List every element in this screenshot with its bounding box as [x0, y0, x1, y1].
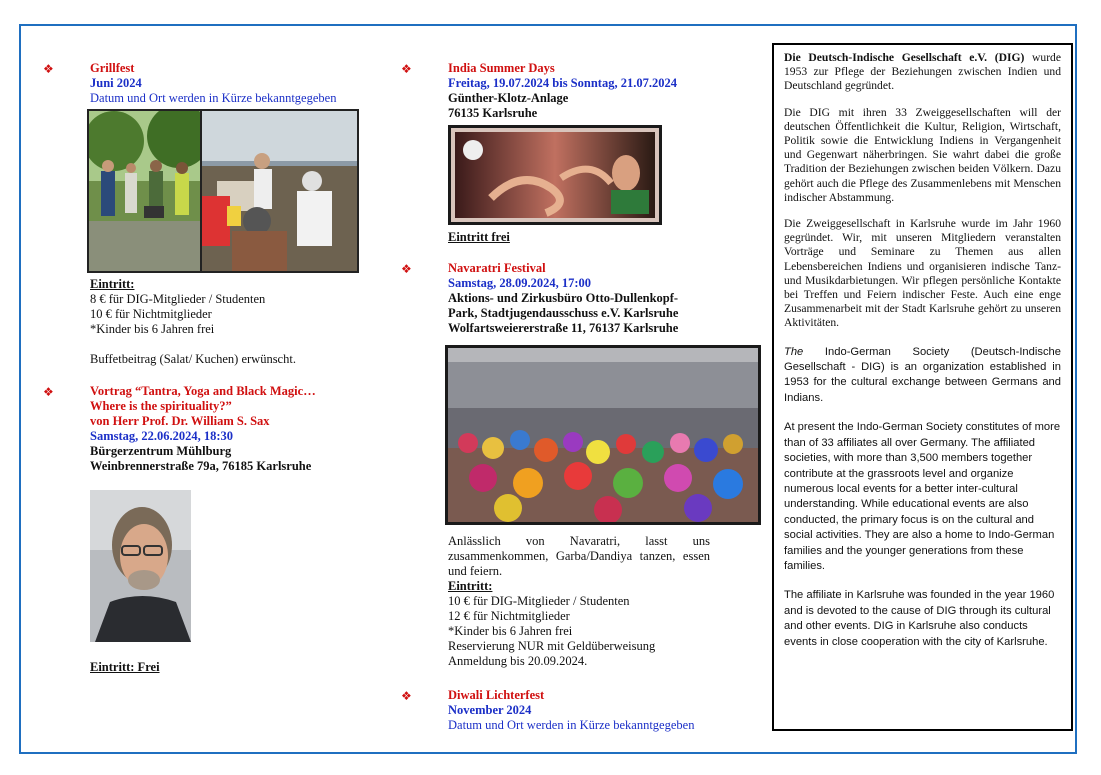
- grillfest-note: Datum und Ort werden in Kürze bekanntgegeben: [90, 91, 337, 105]
- grillfest-entry-heading: Eintritt:: [90, 277, 135, 291]
- diwali-note: Datum und Ort werden in Kürze bekanntgegeben: [448, 718, 695, 732]
- india-days-section: [448, 61, 748, 121]
- vortrag-section: [90, 384, 370, 474]
- grillfest-buffet: Buffetbeitrag (Salat/ Kuchen) erwünscht.: [90, 352, 296, 366]
- vortrag-entry: [90, 660, 290, 675]
- india-days-photo: [448, 125, 662, 225]
- grillfest-photo-right: [200, 109, 359, 273]
- navaratri-description: Anlässlich von Navaratri, lasst uns zusammenkommen, Garba/Dandiya tanzen, essen und feiern.: [448, 534, 710, 578]
- about-box: [772, 43, 1073, 731]
- about-paragraph-6: The affiliate in Karlsruhe was founded in the year 1960 and is devoted to the cause of DIG through its cultural and other events. DIG in Karlsruhe also conducts events in close cooperation with the city of Karlsruhe.: [784, 589, 1055, 648]
- navaratri-entry-line4: Reservierung NUR mit Geldüberweisung: [448, 639, 656, 653]
- india-days-title: India Summer Days: [448, 61, 555, 75]
- navaratri-photo: [445, 345, 761, 525]
- navaratri-title: Navaratri Festival: [448, 261, 546, 275]
- india-days-entry: [448, 230, 648, 245]
- bullet-icon: ❖: [401, 689, 412, 703]
- about-org-name: Die Deutsch-Indische Gesellschaft e.V. (DIG): [784, 51, 1025, 64]
- about-paragraph-3: Die Zweiggesellschaft in Karlsruhe wurde im Jahr 1960 gegründet. Wir, mit unseren Mitgliedern veranstalten Vorträge und Seminare zu Themen aus allen Lebensbereichen Indiens und organisieren indische Tanz- und Musikdarbietungen. Wir pflegen persönliche Kontakte bei Treffen und Feiern indischer Feste. Auch eine enge Zusammenarbeit mit der Stadt Karlsruhe gehört zu unseren Aktivitäten.: [784, 217, 1061, 330]
- bullet-icon: ❖: [401, 62, 412, 76]
- grillfest-entry-line2: 10 € für Nichtmitglieder: [90, 307, 212, 321]
- navaratri-date: Samstag, 28.09.2024, 17:00: [448, 276, 592, 290]
- navaratri-details: [448, 534, 710, 669]
- about-p4-the: The: [784, 345, 804, 358]
- bullet-icon: ❖: [43, 62, 54, 76]
- india-days-entry-label: Eintritt frei: [448, 230, 510, 244]
- navaratri-entry-line3: *Kinder bis 6 Jahren frei: [448, 624, 573, 638]
- india-days-venue: Günther-Klotz-Anlage: [448, 91, 569, 105]
- about-p4-text: Indo-German Society (Deutsch-Indische Gesellschaft - DIG) is an organization established in 1953 for the cultural exchange between Germans and Indians.: [784, 345, 1061, 404]
- navaratri-venue-1: Aktions- und Zirkusbüro Otto-Dullenkopf-: [448, 291, 679, 305]
- grillfest-title: Grillfest: [90, 61, 135, 75]
- grillfest-date: Juni 2024: [90, 76, 142, 90]
- navaratri-section: [448, 261, 748, 336]
- grillfest-entry-line1: 8 € für DIG-Mitglieder / Studenten: [90, 292, 266, 306]
- navaratri-address: Wolfartsweiererstraße 11, 76137 Karlsruhe: [448, 321, 679, 335]
- about-paragraph-2: Die DIG mit ihren 33 Zweiggesellschaften will der deutschen Öffentlichkeit die Kultur, Religion, Wirtschaft, Politik sowie die Entwicklung Indiens in Vergangenheit und Gegenwart näherbringen. Sie wahrt dabei die große Tradition der Beziehungen zwischen beiden Völkern. Dazu gehört auch die Pflege des Zusammenlebens mit Menschen indischer Abstammung.: [784, 105, 1061, 204]
- grillfest-entry: [90, 277, 370, 367]
- about-paragraph-4: [784, 345, 1061, 407]
- bullet-icon: ❖: [43, 385, 54, 399]
- about-paragraph-1: [784, 51, 1061, 94]
- vortrag-address: Weinbrennerstraße 79a, 76185 Karlsruhe: [90, 459, 312, 473]
- india-days-date: Freitag, 19.07.2024 bis Sonntag, 21.07.2024: [448, 76, 677, 90]
- vortrag-speaker: von Herr Prof. Dr. William S. Sax: [90, 414, 270, 428]
- grillfest-entry-line3: *Kinder bis 6 Jahren frei: [90, 322, 215, 336]
- bullet-icon: ❖: [401, 262, 412, 276]
- diwali-section: [448, 688, 748, 733]
- diwali-title: Diwali Lichterfest: [448, 688, 545, 702]
- vortrag-title-1: Vortrag “Tantra, Yoga and Black Magic…: [90, 384, 316, 398]
- about-paragraph-5: At present the Indo-German Society constitutes of more than of 33 affiliates all over Germany. The affiliated societies, with more than 3,500 members together contribute at the grassroots level and organize numerous local events for a better inter-cultural understanding. While educational events are also conducted, the primary focus is on the cultural and social activities. They are also a home to Indo-German families and the younger generations from these families.: [784, 421, 1061, 572]
- speaker-portrait: [90, 490, 191, 642]
- diwali-date: November 2024: [448, 703, 532, 717]
- navaratri-venue-2: Park, Stadtjugendausschuss e.V. Karlsruhe: [448, 306, 679, 320]
- vortrag-date: Samstag, 22.06.2024, 18:30: [90, 429, 234, 443]
- grillfest-photo-left: [87, 109, 204, 273]
- vortrag-entry-label: Eintritt: Frei: [90, 660, 160, 674]
- navaratri-entry-line5: Anmeldung bis 20.09.2024.: [448, 654, 588, 668]
- india-days-city: 76135 Karlsruhe: [448, 106, 538, 120]
- grillfest-section: [90, 61, 370, 106]
- navaratri-entry-line2: 12 € für Nichtmitglieder: [448, 609, 570, 623]
- navaratri-entry-heading: Eintritt:: [448, 579, 493, 593]
- navaratri-entry-line1: 10 € für DIG-Mitglieder / Studenten: [448, 594, 630, 608]
- about-p1-text: wurde 1953 zur Pflege der Beziehungen zwischen Indien und Deutschland gegründet.: [784, 51, 1062, 93]
- vortrag-venue: Bürgerzentrum Mühlburg: [90, 444, 232, 458]
- vortrag-title-2: Where is the spirituality?”: [90, 399, 232, 413]
